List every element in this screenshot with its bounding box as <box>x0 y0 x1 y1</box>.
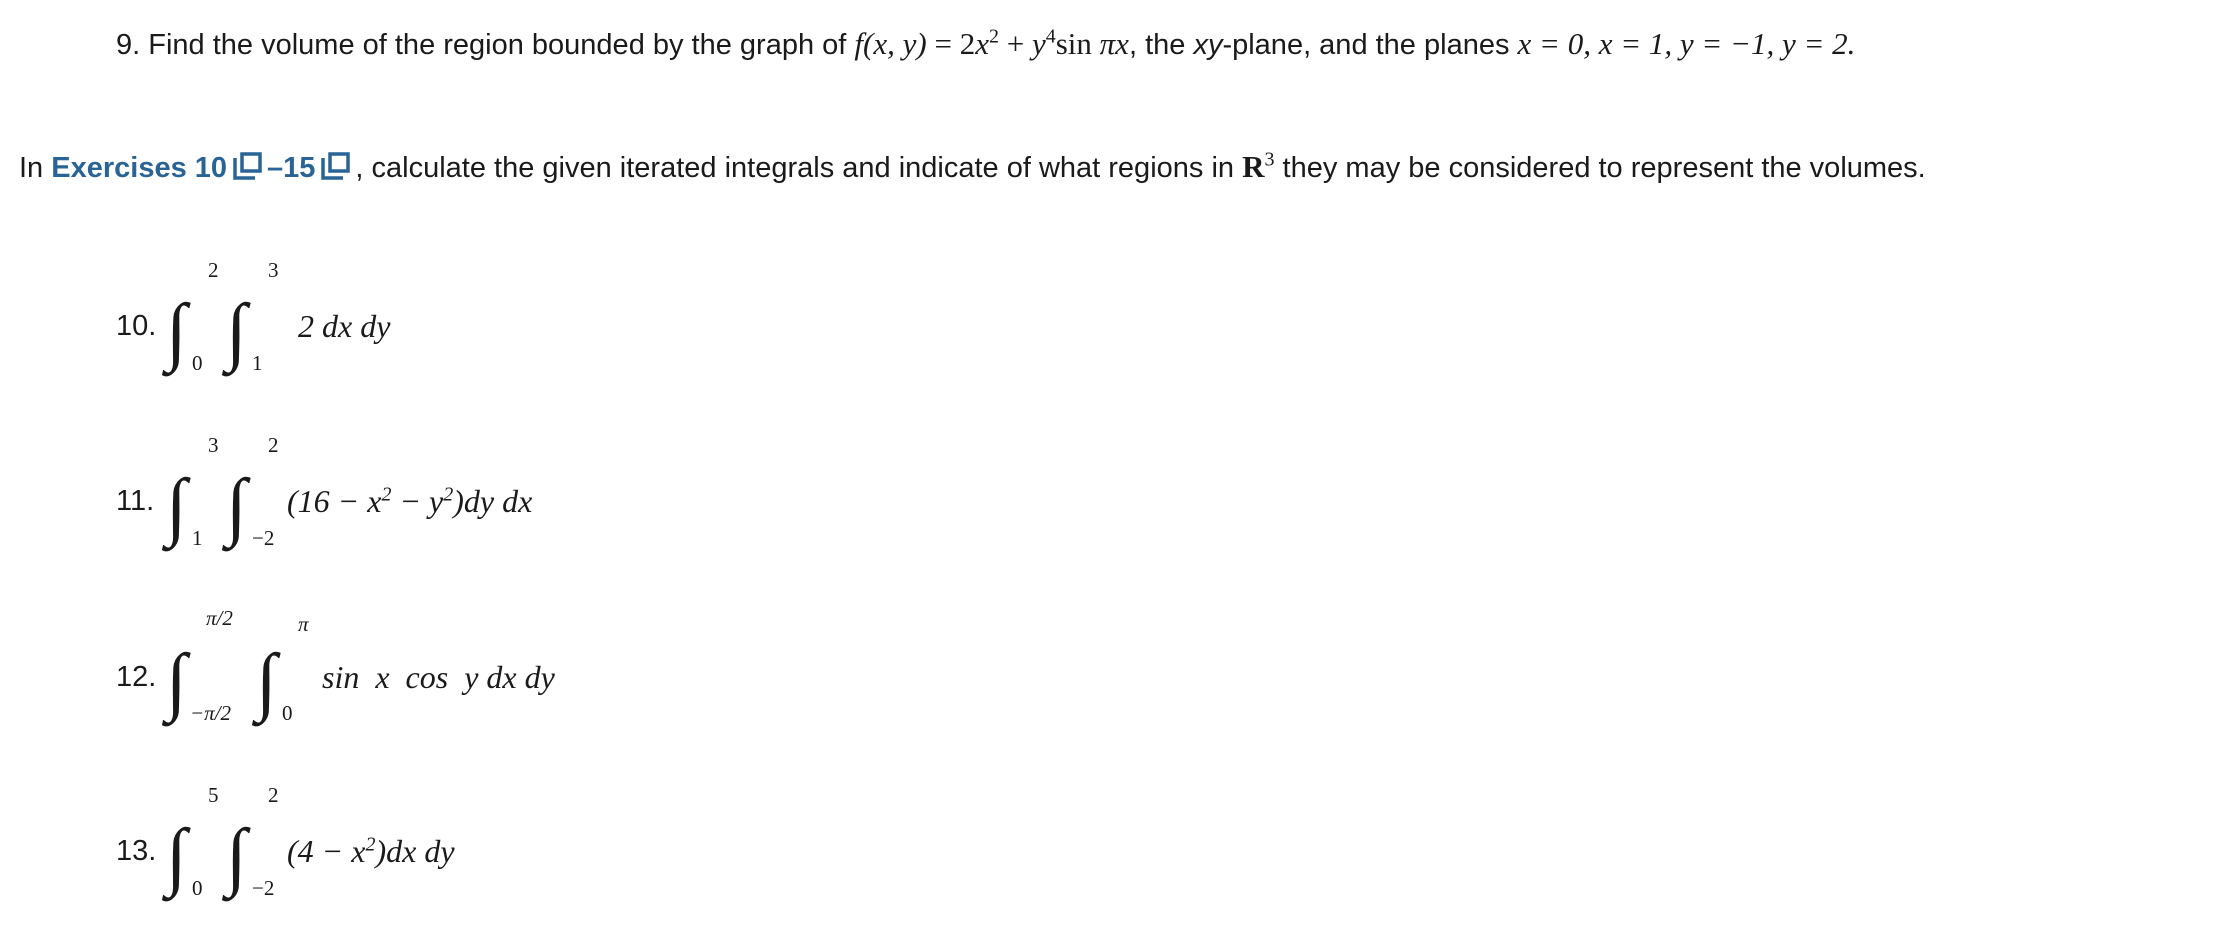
integrand: 2 dx dy <box>298 308 391 344</box>
outer-lower-limit: 0 <box>192 876 203 900</box>
inner-integral-sign: ∫ <box>226 464 247 548</box>
outer-integral-sign: ∫ <box>166 814 187 898</box>
exercise-13 <box>0 780 700 920</box>
integrand: sin x cos y dx dy <box>322 659 555 695</box>
exercise-number: 11. <box>116 485 155 517</box>
inner-upper-limit: 2 <box>268 783 279 807</box>
inner-integral-sign: ∫ <box>226 814 247 898</box>
exercise-11 <box>0 432 700 572</box>
outer-integral-sign: ∫ <box>166 639 187 723</box>
outer-upper-limit: 5 <box>208 783 219 807</box>
exercise-number: 12. <box>116 661 157 693</box>
outer-integral-sign: ∫ <box>166 464 187 548</box>
inner-integral-sign: ∫ <box>226 289 247 373</box>
exercise-number: 9. <box>116 29 141 61</box>
integrand: $(4 - x^2)dx$ dy <box>287 833 455 869</box>
xy-label: xy <box>1193 29 1223 61</box>
inner-upper-limit: π <box>298 612 309 636</box>
inner-lower-limit: 0 <box>282 701 293 725</box>
outer-lower-limit: 0 <box>192 351 203 375</box>
inner-upper-limit: 2 <box>268 433 279 457</box>
outer-integral-sign: ∫ <box>166 289 187 373</box>
exercise-9: 9. Find the volume of the region bounded by the graph of f(x, $y) = 2x^2 + y^4\sin$ πx, the xy-plane, and the planes x = 0, x = 1, y = −1, y = 2. <box>116 25 1856 61</box>
exercises-link[interactable]: Exercises 10 –15 <box>51 152 355 184</box>
external-window-icon[interactable] <box>321 152 351 180</box>
exercise-number: 10. <box>116 310 157 342</box>
inner-lower-limit: −2 <box>252 526 275 550</box>
exercise-text: Find the volume of the region bounded by the graph of <box>148 29 847 61</box>
inner-upper-limit: 3 <box>268 258 279 282</box>
external-window-icon[interactable] <box>233 152 263 180</box>
outer-lower-limit: 1 <box>192 526 203 550</box>
function-expression: f(x, $y) = 2x^2 + y^4\sin$ πx <box>854 25 1129 61</box>
instructions: In Exercises 10 –15 , calculate the given iterated integrals and indicate of what regions in $R^3$ they may be considered to represent the volumes. <box>19 148 1926 184</box>
outer-upper-limit: 3 <box>208 433 219 457</box>
inner-lower-limit: −2 <box>252 876 275 900</box>
inner-lower-limit: 1 <box>252 351 263 375</box>
outer-lower-limit: −π/2 <box>190 701 232 725</box>
planes-expression: x = 0, x = 1, y = −1, y = 2. <box>1517 26 1856 61</box>
outer-upper-limit: 2 <box>208 258 219 282</box>
R-symbol: $R^3$ <box>1242 148 1275 184</box>
exercise-number: 13. <box>116 835 157 867</box>
outer-upper-limit: π/2 <box>206 606 233 630</box>
inner-integral-sign: ∫ <box>256 639 277 723</box>
integrand: $(16 - x^2 - y^2)dy$ dx <box>287 483 533 519</box>
exercise-10 <box>0 255 700 395</box>
exercise-12 <box>0 605 700 745</box>
